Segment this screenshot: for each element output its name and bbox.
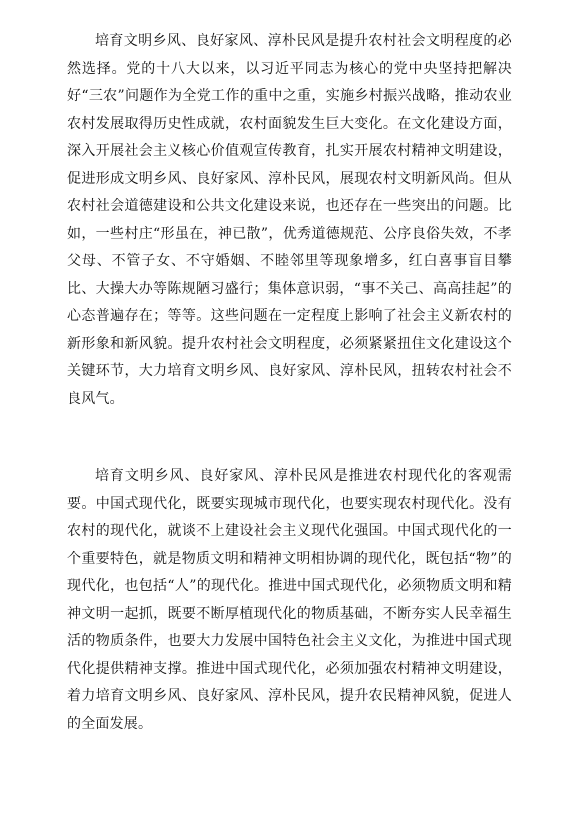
paragraph-gap [67, 413, 512, 463]
document-page [67, 28, 512, 738]
paragraph-2: 培育文明乡风、良好家风、淳朴民风是推进农村现代化的客观需要。中国式现代化，既要实现城市现代化，也要实现农村现代化。没有农村的现代化，就谈不上建设社会主义现代化强国。中国式现代化的一个重要特色，就是物质文明和精神文明相协调的现代化，既包括“物”的现代化，也包括“人”的现代化。推进中国式现代化，必须物质文明和精神文明一起抓，既要不断厚植现代化的物质基础，不断夯实人民幸福生活的物质条件，也要大力发展中国特色社会主义文化，为推进中国式现代化提供精神支撑。推进中国式现代化，必须加强农村精神文明建设，着力培育文明乡风、良好家风、淳朴民风，提升农民精神风貌，促进人的全面发展。 [67, 468, 512, 732]
paragraph-1: 培育文明乡风、良好家风、淳朴民风是提升农村社会文明程度的必然选择。党的十八大以来，以习近平同志为核心的党中央坚持把解决好“三农”问题作为全党工作的重中之重，实施乡村振兴战略，推动农业农村发展取得历史性成就，农村面貌发生巨大变化。在文化建设方面，深入开展社会主义核心价值观宣传教育，扎实开展农村精神文明建设，促进形成文明乡风、良好家风、淳朴民风，展现农村文明新风尚。但从农村社会道德建设和公共文化建设来说，也还存在一些突出的问题。比如，一些村庄“形虽在，神已散”，优秀道德规范、公序良俗失效，不孝父母、不管子女、不守婚姻、不睦邻里等现象增多，红白喜事盲目攀比、大操大办等陈规陋习盛行；集体意识弱，“事不关己、高高挂起”的心态普遍存在；等等。这些问题在一定程度上影响了社会主义新农村的新形象和新风貌。提升农村社会文明程度，必须紧紧扭住文化建设这个关键环节，大力培育文明乡风、良好家风、淳朴民风，扭转农村社会不良风气。 [67, 33, 512, 407]
